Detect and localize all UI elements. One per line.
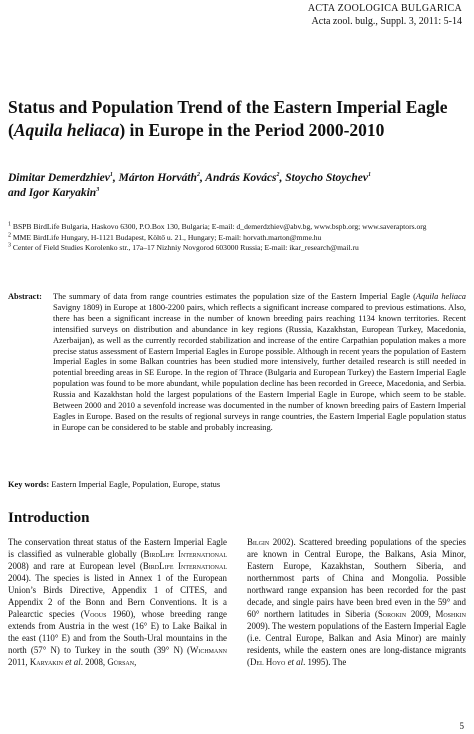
author-separator: , bbox=[112, 172, 119, 184]
abstract-species: Aquila heliaca bbox=[415, 292, 466, 301]
abstract bbox=[8, 292, 466, 434]
body-text: 2011, bbox=[8, 657, 30, 668]
affiliation-text: Center of Field Studies Korolenko str., 17a–17 Nizhniy Novgorod 603000 Russia; E-mail: ikar_research@mail.ru bbox=[11, 243, 359, 252]
body-text: 2002). Scattered breeding populations of the species are known in Central Europe, the Balkans, Asia Minor, Eastern Europe, Kazakhstan, Southern Siberia, and northernmost parts of China and Mongolia. Possible northward range expansion has been recorded for the past decade, and single pairs have been bred even in the 59° and 60° northern latitudes in Siberia ( bbox=[247, 537, 466, 620]
abstract-label: Abstract: bbox=[8, 292, 42, 301]
author-name: András Kovács bbox=[205, 172, 277, 184]
title-line-1: Status and Population Trend of the Eastern Imperial Eagle bbox=[8, 97, 448, 117]
affiliation bbox=[8, 233, 468, 244]
abstract-text bbox=[53, 292, 466, 434]
author-separator: , bbox=[199, 172, 206, 184]
citation-author: Gürsan bbox=[107, 657, 135, 668]
citation-author: BirdLife International bbox=[142, 561, 228, 572]
body-text: 1960), whose breeding range extends from Austria in the west (16° E) to Lake Baikal in the east (110° E) and from the South-Ural mountains in the north (57° N) to Turkey in the south (39° N) ( bbox=[8, 609, 227, 656]
citation-author: Voous bbox=[83, 609, 107, 620]
author-name: Stoycho Stoychev bbox=[285, 172, 369, 184]
journal-header bbox=[308, 2, 462, 28]
citation-author: Bilgin bbox=[247, 537, 270, 547]
citation-etal: et al bbox=[62, 657, 81, 668]
title-paren: ( bbox=[8, 120, 14, 140]
abstract-part: Savigny 1809) in Europe at 1800-2200 pairs, which reflects a significant increase compared to previous estimations. Also, there has been a significant increase in the number of known breeding pairs reaching 1134 known territories. Recent intensified surveys on distribution and abundance in key regions (Russia, Kazakhstan, European Turkey, Macedonia, Azerbaijan), as well as the currently recorded stabilization and increase of the entire Carpathian population makes a more precise status assessment of Eastern Imperial Eagles in Europe possible. Although in recent years the population of Eastern Imperial Eagles in some Balkan countries has been studied more intensively, further detailed research is still needed in potential breeding areas in SE Europe. In the region of Thrace (Bulgaria and European Turkey) the Eastern Imperial Eagle population was found to be more abundant, while population decline has been recorded in Greece, Macedonia, and Serbia. Russia and Kazakhstan hold the largest populations of the Eastern Imperial Eagle in Europe, which seem to be stable. Between 2000 and 2010 a sevenfold increase was documented in the number of known breeding pairs of Eastern Imperial Eagles in Europe. Based on the results of regional surveys in range countries, the Eastern Imperial Eagle population status in Europe can be considered to be stable and probably increasing. bbox=[53, 302, 466, 432]
journal-name: ACTA ZOOLOGICA BULGARICA bbox=[307, 3, 462, 14]
body-text: 2009). The western populations of the Eastern Imperial Eagle (i.e. Central Europe, Balkan and Asia Minor) are mainly residents, while the eastern ones are long-distance migrants ( bbox=[247, 621, 466, 668]
author-name: Dimitar Demerdzhiev bbox=[8, 172, 110, 184]
author-separator: , bbox=[279, 172, 286, 184]
affiliation-number: 2 bbox=[8, 231, 11, 238]
citation-author: Del Hoyo bbox=[249, 657, 286, 668]
citation-author: BirdLife International bbox=[143, 549, 227, 560]
author-affil-mark: 1 bbox=[109, 172, 113, 179]
body-text: 2004). The species is listed in Annex 1 of the European Union’s Birds Directive, Appendix 1 of CITES, and Appendix 2 of the Bonn and Bern Conventions. It is a Palearctic species ( bbox=[8, 573, 227, 620]
keywords-text: Eastern Imperial Eagle, Population, Europe, status bbox=[49, 480, 221, 489]
affiliation-text: BSPB BirdLife Bulgaria, Haskovo 6300, P.O.Box 130, Bulgaria; E-mail: d_demerdzhiev@abv.bg, www.bspb.org; www.saveraptors.org bbox=[11, 222, 427, 231]
citation-etal: et al bbox=[285, 657, 304, 668]
keywords bbox=[8, 479, 466, 490]
body-text: . 1995). The bbox=[303, 657, 347, 668]
paper-title bbox=[8, 96, 466, 142]
affiliation bbox=[8, 222, 468, 233]
title-line-2-rest: ) in Europe in the Period 2000-2010 bbox=[119, 120, 385, 140]
affiliation-text: MME BirdLife Hungary, H-1121 Budapest, Költő u. 21., Hungary; E-mail: horvath.marton@mme.hu bbox=[11, 232, 322, 242]
author-and: and bbox=[8, 187, 29, 199]
author-affil-mark: 2 bbox=[276, 172, 280, 179]
citation-author: Karyakin bbox=[29, 657, 63, 668]
affiliation bbox=[8, 243, 468, 254]
body-text: 2009, bbox=[406, 609, 436, 620]
affiliation-number: 1 bbox=[8, 221, 11, 228]
author-affil-mark: 2 bbox=[196, 172, 200, 179]
page-number: 5 bbox=[459, 721, 464, 731]
author-name: Márton Horváth bbox=[118, 172, 197, 184]
citation-author: Wichmann bbox=[189, 645, 227, 656]
body-column-right bbox=[247, 536, 466, 669]
body-text: . 2008, bbox=[80, 657, 108, 668]
title-species: Aquila heliaca bbox=[13, 120, 120, 140]
body-column-left bbox=[8, 536, 227, 669]
body-text: The conservation threat status of the Eastern Imperial Eagle is classified as vulnerable globally ( bbox=[8, 537, 227, 560]
author-list bbox=[8, 171, 466, 201]
keywords-label: Key words: bbox=[8, 480, 50, 489]
affiliations bbox=[8, 222, 468, 254]
author-affil-mark: 1 bbox=[368, 172, 372, 179]
journal-citation: Acta zool. bulg., Suppl. 3, 2011: 5-14 bbox=[311, 16, 462, 27]
title-line-2 bbox=[8, 119, 466, 142]
author-affil-mark: 3 bbox=[96, 187, 100, 194]
body-text: 2008) and rare at European level ( bbox=[8, 561, 143, 572]
citation-author: Sorokin bbox=[377, 609, 407, 620]
body-text: , bbox=[134, 657, 137, 668]
affiliation-number: 3 bbox=[8, 242, 11, 249]
section-heading: Introduction bbox=[8, 510, 90, 526]
citation-author: Moshkin bbox=[435, 609, 467, 620]
author-name: Igor Karyakin bbox=[28, 187, 97, 199]
abstract-part: The summary of data from range countries estimates the population size of the Eastern Imperial Eagle ( bbox=[53, 292, 416, 301]
